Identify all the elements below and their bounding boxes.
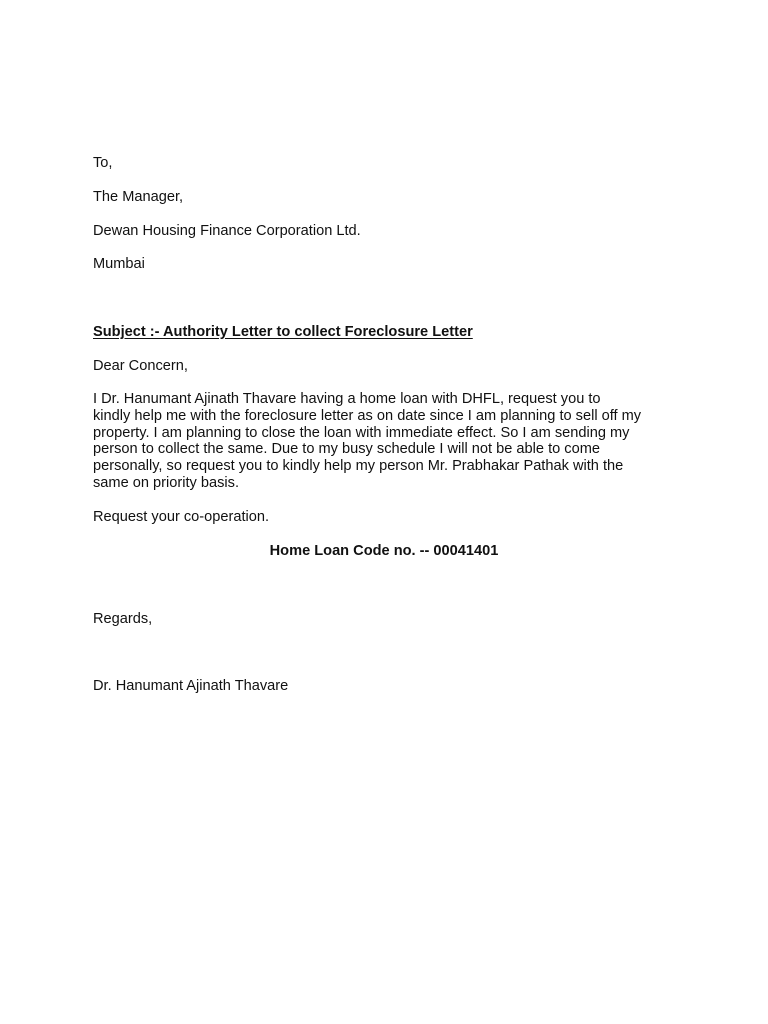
- company-name: Dewan Housing Finance Corporation Ltd.: [93, 223, 361, 239]
- closing: Regards,: [93, 611, 153, 627]
- body-line: person to collect the same. Due to my busy schedule I will not be able to come: [93, 441, 600, 458]
- signatory-name: Dr. Hanumant Ajinath Thavare: [93, 678, 289, 694]
- body-paragraph: [93, 391, 683, 492]
- body-line: personally, so request you to kindly help my person Mr. Prabhakar Pathak with the: [93, 458, 624, 475]
- body-line: kindly help me with the foreclosure letter as on date since I am planning to sell off my: [93, 407, 642, 424]
- body-line: property. I am planning to close the loan with immediate effect. So I am sending my: [93, 424, 630, 441]
- loan-code: Home Loan Code no. -- 00041401: [269, 543, 499, 559]
- body-line: same on priority basis.: [93, 474, 239, 491]
- salutation: Dear Concern,: [93, 358, 188, 374]
- request-line: Request your co-operation.: [93, 509, 270, 525]
- to-line: To,: [93, 155, 113, 171]
- city: Mumbai: [93, 256, 145, 272]
- body-line: I Dr. Hanumant Ajinath Thavare having a home loan with DHFL, request you to: [93, 391, 601, 407]
- subject-line: Subject :- Authority Letter to collect Foreclosure Letter: [93, 324, 473, 340]
- recipient-title: The Manager,: [93, 189, 184, 205]
